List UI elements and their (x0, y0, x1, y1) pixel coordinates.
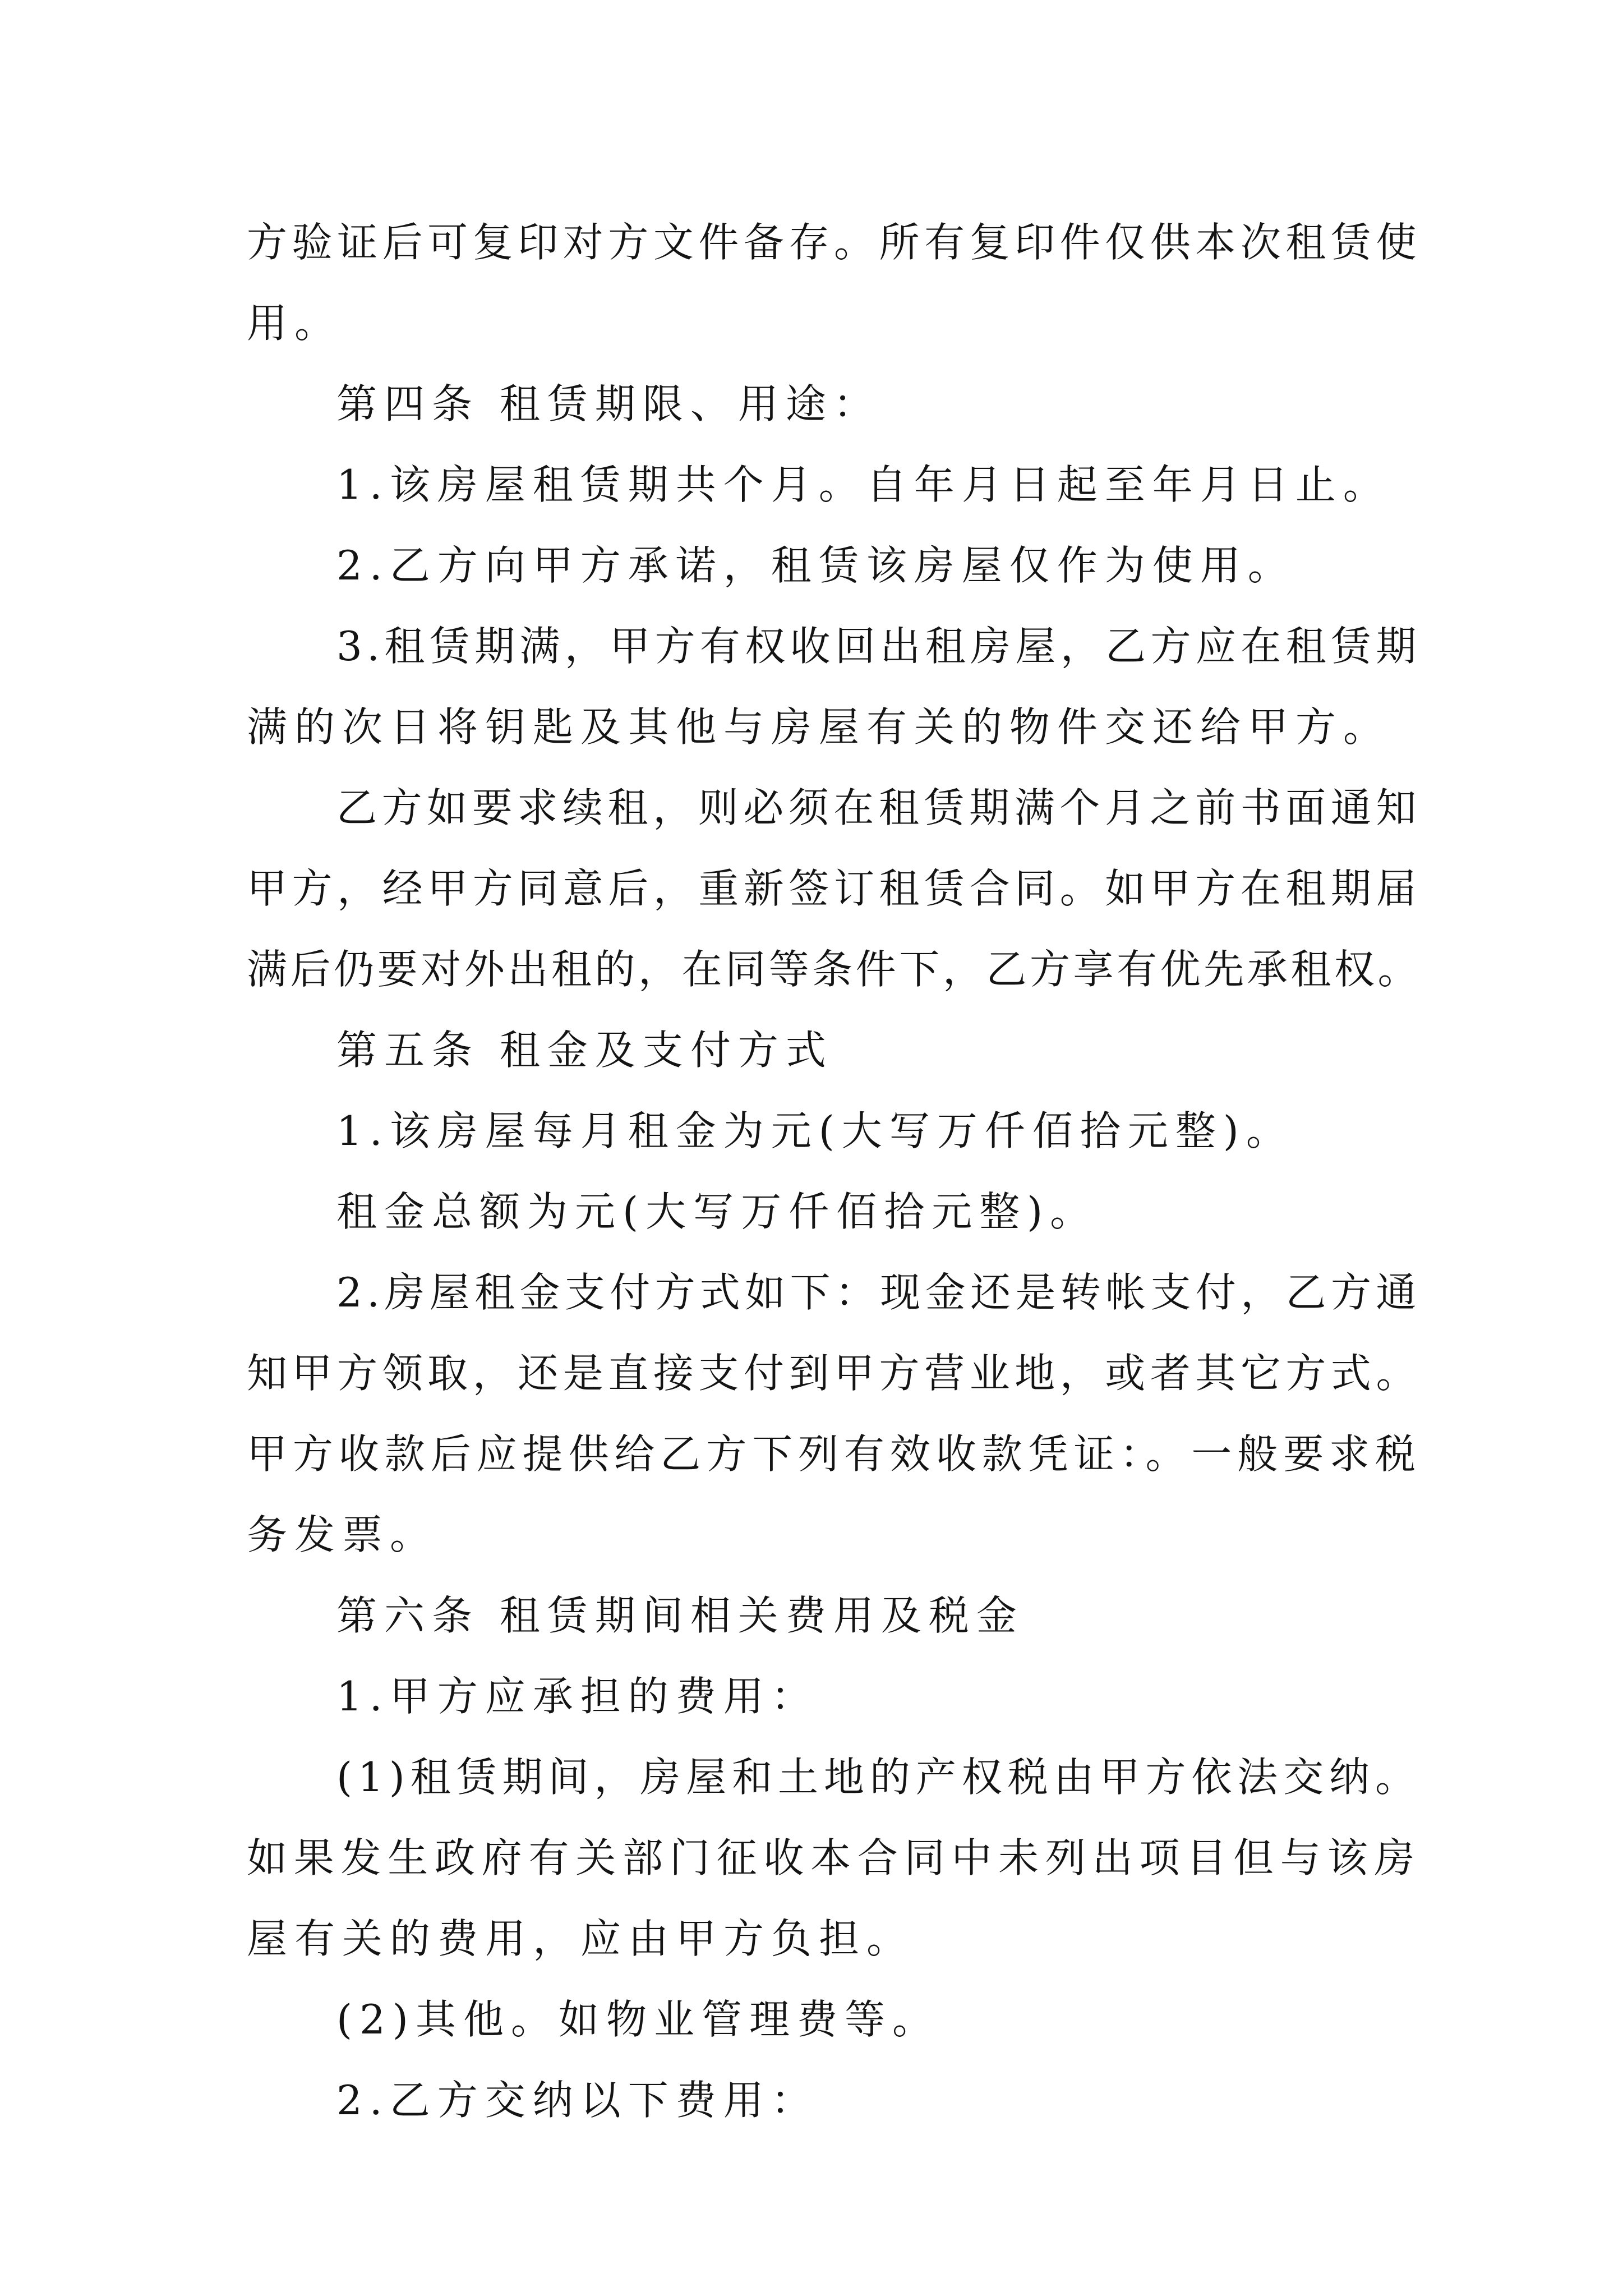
line-text: 第四条 租赁期限、用途： (336, 380, 881, 427)
line-text: 乙方如要求续租，则必须在租赁期满个月之前书面通知 (336, 784, 1422, 831)
line-text: 1.该房屋每月租金为元(大写万仟佰拾元整)。 (336, 1107, 1294, 1154)
line-text: 甲方收款后应提供给乙方下列有效收款凭证：。一般要求税 (247, 1430, 1422, 1478)
text-line (0, 281, 1623, 365)
line-text: (1)租赁期间，房屋和土地的产权税由甲方依法交纳。 (336, 1754, 1421, 1801)
line-text: 甲方，经甲方同意后，重新签订租赁合同。如甲方在租期届 (247, 865, 1422, 912)
text-line (0, 1170, 1623, 1254)
line-text: 知甲方领取，还是直接支付到甲方营业地，或者其它方式。 (247, 1350, 1422, 1397)
line-text: 租金总额为元(大写万仟佰拾元整)。 (336, 1188, 1098, 1235)
text-line (0, 1331, 1623, 1415)
line-text: 2.乙方向甲方承诺，租赁该房屋仅作为使用。 (336, 542, 1295, 589)
line-text: 满的次日将钥匙及其他与房屋有关的物件交还给甲方。 (247, 703, 1391, 751)
line-text: 2.房屋租金支付方式如下：现金还是转帐支付，乙方通 (336, 1269, 1421, 1316)
text-line (0, 523, 1623, 608)
text-line (0, 766, 1623, 850)
text-line (0, 685, 1623, 769)
text-line (0, 1493, 1623, 1577)
line-text: 3.租赁期满，甲方有权收回出租房屋，乙方应在租赁期 (336, 623, 1421, 670)
section-heading (0, 1573, 1623, 1658)
text-line (0, 1654, 1623, 1738)
line-text: 2.乙方交纳以下费用： (336, 2077, 819, 2124)
text-line (0, 1977, 1623, 2062)
line-text: 用。 (247, 300, 343, 347)
text-line (0, 846, 1623, 931)
text-line (0, 1089, 1623, 1173)
text-line (0, 1897, 1623, 1981)
text-line (0, 1735, 1623, 1819)
line-text: 第五条 租金及支付方式 (336, 1027, 833, 1074)
line-text: (2)其他。如物业管理费等。 (336, 1996, 940, 2043)
line-text: 满后仍要对外出租的，在同等条件下，乙方享有优先承租权。 (247, 946, 1422, 993)
line-text: 如果发生政府有关部门征收本合同中未列出项目但与该房 (247, 1834, 1422, 1881)
line-text: 方验证后可复印对方文件备存。所有复印件仅供本次租赁使 (247, 219, 1422, 266)
text-line (0, 604, 1623, 688)
text-line (0, 200, 1623, 284)
line-text: 1.该房屋租赁期共个月。自年月日起至年月日止。 (336, 461, 1391, 508)
text-line (0, 2058, 1623, 2142)
line-text: 1.甲方应承担的费用： (336, 1673, 819, 1720)
line-text: 第六条 租赁期间相关费用及税金 (336, 1592, 1024, 1639)
text-line (0, 1250, 1623, 1335)
text-line (0, 1816, 1623, 1900)
section-heading (0, 1008, 1623, 1092)
line-text: 务发票。 (247, 1511, 438, 1558)
section-heading (0, 362, 1623, 446)
text-line (0, 443, 1623, 527)
line-text: 屋有关的费用，应由甲方负担。 (247, 1915, 915, 1962)
text-line (0, 1412, 1623, 1496)
text-line (0, 927, 1623, 1011)
